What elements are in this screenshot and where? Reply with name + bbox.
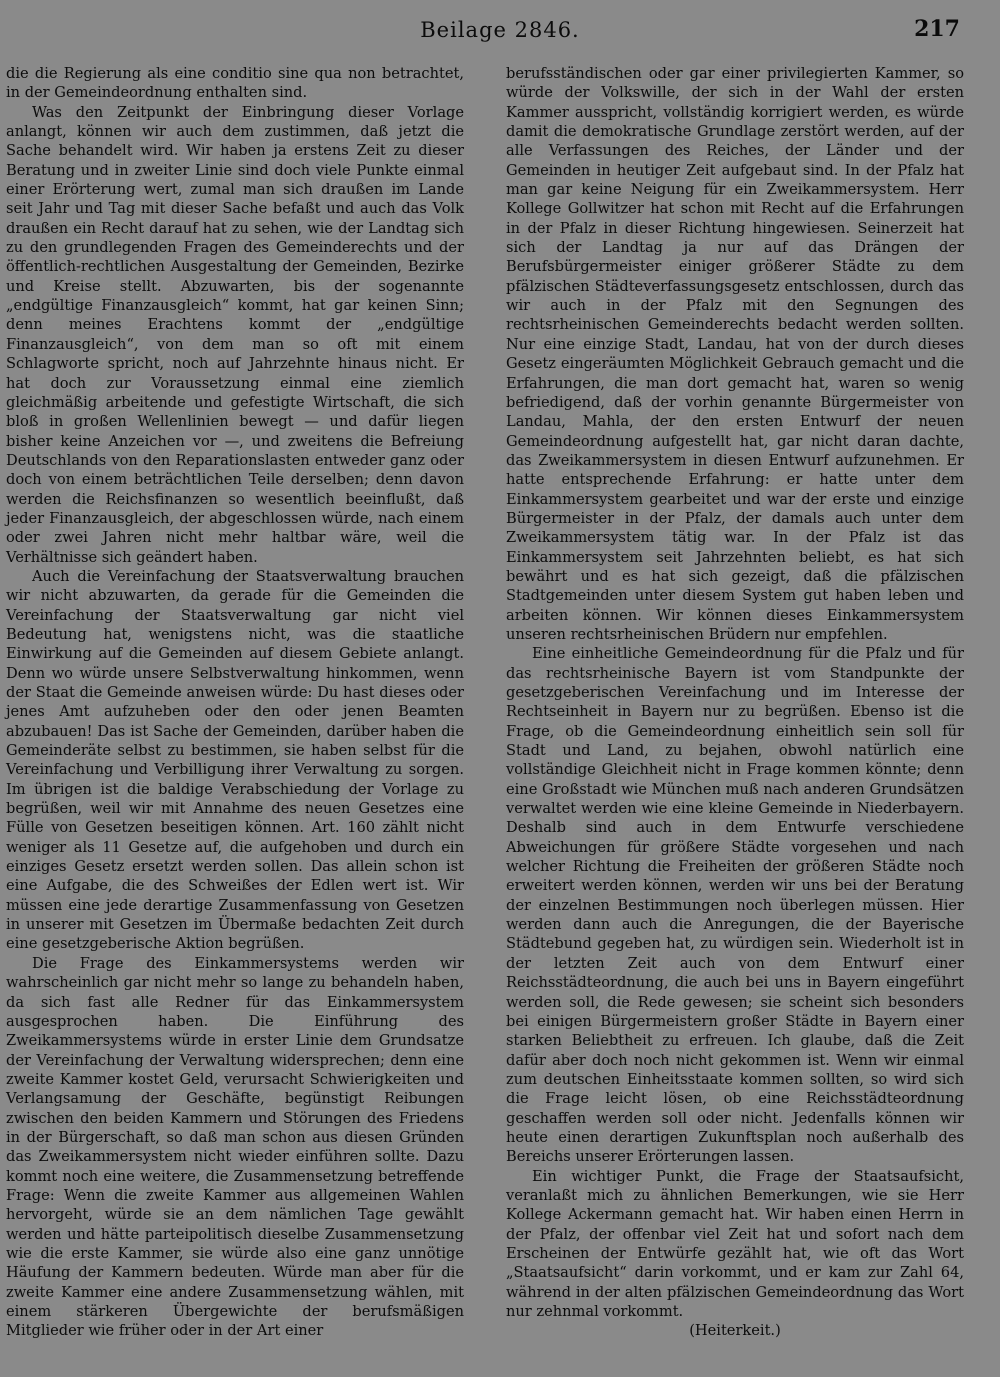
page-number: 217 <box>914 16 960 42</box>
paragraph: berufsständischen oder gar einer privilegierten Kammer, so würde der Volkswille, der sich in der Wahl der ersten Kammer ausspricht, vollständig korrigiert werden, es würde damit die demokratische Grundlage zerstört werden, auf der alle Verfassungen des Reiches, der Länder und der Gemeinden in heutiger Zeit aufgebaut sind. In der Pfalz hat man gar keine Neigung für ein Zweikammersystem. Herr Kollege Gollwitzer hat schon mit Recht auf die Erfahrungen in der Pfalz in dieser Richtung hingewiesen. Seinerzeit hat sich der Landtag ja nur auf das Drängen der Berufsbürgermeister einiger größerer Städte zu dem pfälzischen Städteverfassungsgesetz entschlossen, durch das wir auch in der Pfalz mit den Segnungen des rechtsrheinischen Gemeinderechts bedacht werden sollten. Nur eine einzige Stadt, Landau, hat von der durch dieses Gesetz eingeräumten Möglichkeit Gebrauch gemacht und die Erfahrungen, die man dort gemacht hat, waren so wenig befriedigend, daß der vorhin genannte Bürgermeister von Landau, Mahla, der den ersten Entwurf der neuen Gemeindeordnung aufgestellt hat, gar nicht daran dachte, das Zweikammersystem in diesen Entwurf aufzunehmen. Er hatte entsprechende Erfahrung: er hatte unter dem Einkammersystem gearbeitet und war der erste und einzige Bürgermeister in der Pfalz, der damals auch unter dem Zweikammersystem tätig war. In der Pfalz ist das Einkammersystem seit Jahrzehnten beliebt, es hat sich bewährt und es hat sich gezeigt, daß die pfälzischen Stadtgemeinden unter diesem System gut haben leben und arbeiten können. Wir können dieses Einkammersystem unseren rechtsrheinischen Brüdern nur empfehlen. <box>506 65 964 643</box>
paragraph: Auch die Vereinfachung der Staatsverwaltung brauchen wir nicht abzuwarten, da gerade für die Gemeinden die Vereinfachung der Staatsverwaltung gar nicht viel Bedeutung hat, wenigstens nicht, was die staatliche Einwirkung auf die Gemeinden auf diesem Gebiete anlangt. Denn wo würde unsere Selbstverwaltung hinkommen, wenn der Staat die Gemeinde anweisen würde: Du hast dieses oder jenes Amt aufzuheben oder den oder jenen Beamten abzubauen! Das ist Sache der Gemeinden, darüber haben die Gemeinderäte selbst zu bestimmen, sie haben selbst für die Vereinfachung und Verbilligung ihrer Verwaltung zu sorgen. Im übrigen ist die baldige Verabschiedung der Vorlage zu begrüßen, weil wir mit Annahme des neuen Gesetzes eine Fülle von Gesetzen beseitigen können. Art. 160 zählt nicht weniger als 11 Gesetze auf, die aufgehoben und durch ein einziges Gesetz ersetzt werden sollen. Das allein schon ist eine Aufgabe, die des Schweißes der Edlen wert ist. Wir müssen eine jede derartige Zusammenfassung von Gesetzen in unserer mit Gesetzen im Übermaße bedachten Zeit durch eine gesetzgeberische Aktion begrüßen. <box>6 567 464 953</box>
right-column <box>506 64 964 1341</box>
left-column <box>6 64 464 1341</box>
paragraph: Ein wichtiger Punkt, die Frage der Staatsaufsicht, veranlaßt mich zu ähnlichen Bemerkungen, wie sie Herr Kollege Ackermann gemacht hat. Wir haben einen Herrn in der Pfalz, der offenbar viel Zeit hat und sofort nach dem Erscheinen der Entwürfe gezählt hat, wie oft das Wort „Staatsaufsicht“ darin vorkommt, und er kam zur Zahl 64, während in der alten pfälzischen Gemeindeordnung das Wort nur zehnmal vorkommt. <box>506 1167 964 1320</box>
page-header-title: Beilage 2846. <box>420 18 580 42</box>
paragraph: die die Regierung als eine conditio sine qua non betrachtet, in der Gemeindeordnung enthalten sind. <box>6 65 464 102</box>
paragraph: Eine einheitliche Gemeindeordnung für die Pfalz und für das rechtsrheinische Bayern ist vom Standpunkte der gesetzgeberischen Vereinfachung und im Interesse der Rechtseinheit in Bayern nur zu begrüßen. Ebenso ist die Frage, ob die Gemeindeordnung einheitlich sein soll für Stadt und Land, zu bejahen, obwohl natürlich eine vollständige Gleichheit nicht in Frage kommen könnte; denn eine Großstadt wie München muß nach anderen Grundsätzen verwaltet werden wie eine kleine Gemeinde in Niederbayern. Deshalb sind auch in dem Entwurfe verschiedene Abweichungen für größere Städte vorgesehen und nach welcher Richtung die Freiheiten der größeren Städte noch erweitert werden können, werden wir uns bei der Beratung der einzelnen Bestimmungen noch überlegen müssen. Hier werden dann auch die Anregungen, die der Bayerische Städtebund gegeben hat, zu würdigen sein. Wiederholt ist in der letzten Zeit auch von dem Entwurf einer Reichsstädteordnung, die auch bei uns in Bayern eingeführt werden soll, die Rede gewesen; sie scheint sich besonders bei einigen Bürgermeistern großer Städte in Bayern einer starken Beliebtheit zu erfreuen. Ich glaube, daß die Zeit dafür aber doch noch nicht gekommen ist. Wenn wir einmal zum deutschen Einheitsstaate kommen sollten, so wird sich die Frage leicht lösen, ob eine Reichsstädteordnung geschaffen werden soll oder nicht. Jedenfalls können wir heute einen derartigen Zukunftsplan noch außerhalb des Bereichs unserer Erörterungen lassen. <box>506 645 964 1166</box>
paragraph: Was den Zeitpunkt der Einbringung dieser Vorlage anlangt, können wir auch dem zustimmen, daß jetzt die Sache behandelt wird. Wir haben ja erstens Zeit zu dieser Beratung und in zweiter Linie sind doch viele Punkte einmal einer Erörterung wert, zumal man sich draußen im Lande seit Jahr und Tag mit dieser Sache befaßt und auch das Volk draußen ein Recht darauf hat zu sehen, wie der Landtag sich zu den grundlegenden Fragen des Gemeinderechts und der öffentlich-rechtlichen Ausgestaltung der Gemeinden, Bezirke und Kreise stellt. Abzuwarten, bis der sogenannte „endgültige Finanzausgleich“ kommt, hat gar keinen Sinn; denn meines Erachtens kommt der „endgültige Finanzausgleich“, von dem man so oft mit einem Schlagworte spricht, noch auf Jahrzehnte hinaus nicht. Er hat doch zur Voraussetzung einmal eine ziemlich gleichmäßig arbeitende und gefestigte Wirtschaft, die sich bloß in großen Wellenlinien bewegt — und dafür liegen bisher keine Anzeichen vor —, und zweitens die Befreiung Deutschlands von den Reparationslasten entweder ganz oder doch von einem beträchtlichen Teile derselben; denn davon werden die Reichsfinanzen so wesentlich beeinflußt, daß jeder Finanzausgleich, der abgeschlossen würde, nach einem oder zwei Jahren nicht mehr haltbar wäre, weil die Verhältnisse sich geändert haben. <box>6 103 464 566</box>
interjection: (Heiterkeit.) <box>689 1322 781 1340</box>
paragraph: Die Frage des Einkammersystems werden wir wahrscheinlich gar nicht mehr so lange zu behandeln haben, da sich fast alle Redner für das Einkammersystem ausgesprochen haben. Die Einführung des Zweikammersystems würde in erster Linie dem Grundsatze der Vereinfachung der Verwaltung widersprechen; denn eine zweite Kammer kostet Geld, verursacht Schwierigkeiten und Verlangsamung der Geschäfte, begünstigt Reibungen zwischen den beiden Kammern und Störungen des Friedens in der Bürgerschaft, so daß man schon aus diesen Gründen das Zweikammersystem nicht wieder einführen sollte. Dazu kommt noch eine weitere, die Zusammensetzung betreffende Frage: Wenn die zweite Kammer aus allgemeinen Wahlen hervorgeht, würde sie an dem nämlichen Tage gewählt werden und hätte parteipolitisch dieselbe Zusammensetzung wie die erste Kammer, sie würde also eine ganz unnötige Häufung der Kammern bedeuten. Würde man aber für die zweite Kammer eine andere Zusammensetzung wählen, mit einem stärkeren Übergewichte der berufsmäßigen Mitglieder wie früher oder in der Art einer <box>6 954 464 1340</box>
running-head <box>0 18 1000 48</box>
